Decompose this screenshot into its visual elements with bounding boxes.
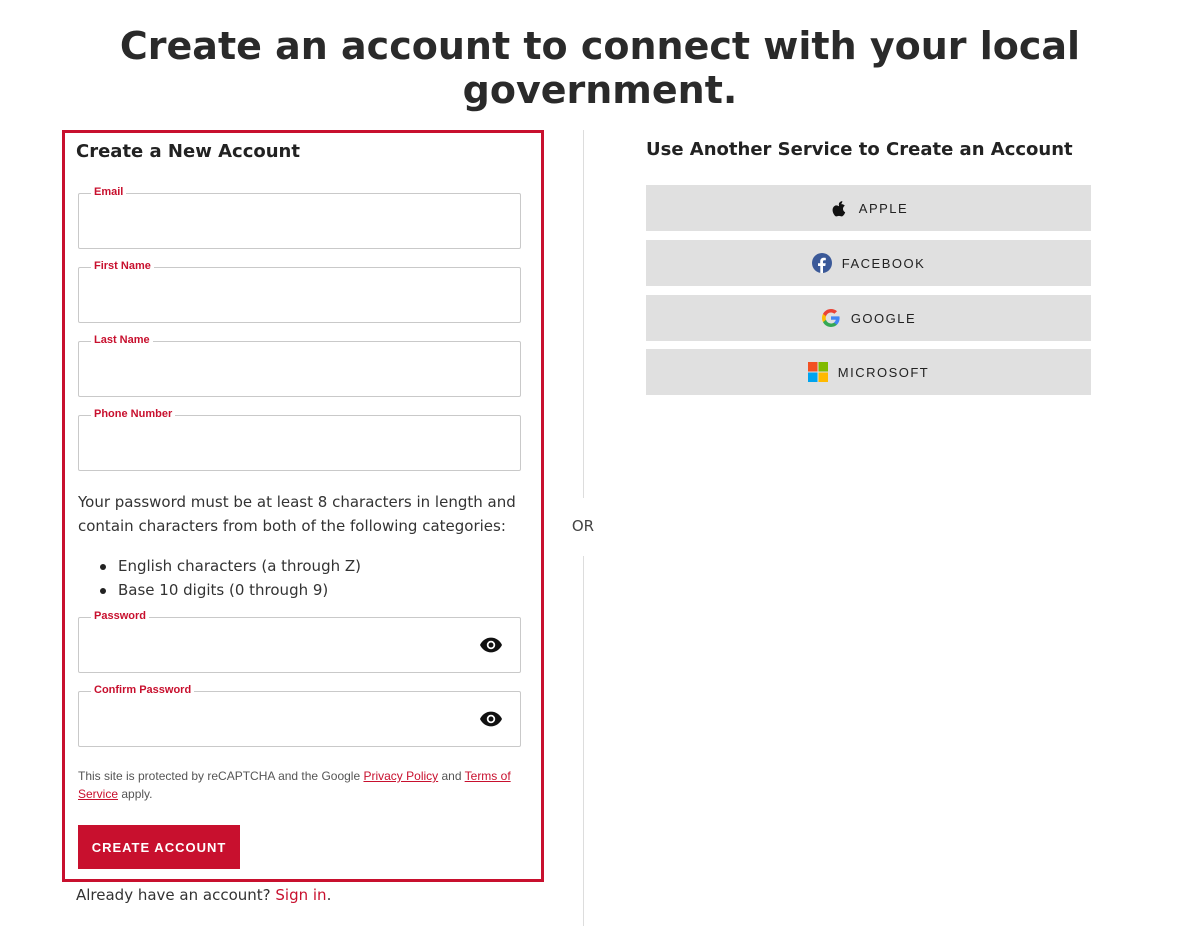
bullet-icon: [100, 588, 106, 594]
google-signin-button[interactable]: [646, 295, 1091, 341]
first-name-input[interactable]: [89, 280, 473, 318]
recaptcha-notice-suffix: apply.: [118, 787, 153, 801]
google-icon: [821, 308, 841, 328]
divider-bottom: [583, 556, 584, 926]
list-item: [78, 554, 361, 578]
password-label: Password: [91, 610, 149, 622]
first-name-field[interactable]: [78, 260, 521, 323]
create-account-button[interactable]: CREATE ACCOUNT: [78, 825, 240, 869]
phone-number-label: Phone Number: [91, 408, 175, 420]
terms-of-service-link[interactable]: Terms of Service: [78, 769, 511, 801]
password-input[interactable]: [89, 630, 473, 668]
last-name-label: Last Name: [91, 334, 153, 346]
signin-prompt: [76, 886, 331, 904]
bullet-icon: [100, 564, 106, 570]
signin-prompt-suffix: .: [326, 886, 332, 904]
email-field[interactable]: [78, 186, 521, 249]
confirm-password-field[interactable]: [78, 684, 521, 747]
microsoft-button-label: MICROSOFT: [837, 364, 930, 380]
apple-icon: [829, 198, 849, 218]
recaptcha-notice-and: and: [438, 769, 465, 783]
divider-top: [583, 130, 584, 498]
create-account-form: [62, 130, 544, 882]
google-button-label: GOOGLE: [850, 310, 917, 326]
apple-signin-button[interactable]: [646, 185, 1091, 231]
services-title: Use Another Service to Create an Account: [646, 139, 1073, 160]
sign-in-link[interactable]: Sign in: [275, 886, 327, 904]
last-name-field[interactable]: [78, 334, 521, 397]
password-rule-text: English characters (a through Z): [118, 557, 361, 575]
facebook-button-label: FACEBOOK: [841, 255, 926, 271]
signin-prompt-text: Already have an account?: [76, 886, 276, 904]
password-rule-text: Base 10 digits (0 through 9): [118, 581, 329, 599]
microsoft-icon: [808, 362, 828, 382]
recaptcha-notice: [78, 767, 523, 803]
password-requirements-text: Your password must be at least 8 characters in length and contain characters from both of the following categories:: [78, 493, 516, 535]
privacy-policy-link[interactable]: Privacy Policy: [363, 769, 439, 783]
page-title: Create an account to connect with your local government.: [119, 24, 1081, 112]
first-name-label: First Name: [91, 260, 154, 272]
show-password-eye-icon[interactable]: [480, 636, 502, 654]
show-confirm-password-eye-icon[interactable]: [480, 710, 502, 728]
password-field[interactable]: [78, 610, 521, 673]
phone-number-field[interactable]: [78, 408, 521, 471]
apple-button-label: APPLE: [858, 200, 909, 216]
last-name-input[interactable]: [89, 354, 473, 392]
email-input[interactable]: [89, 206, 473, 244]
confirm-password-input[interactable]: [89, 704, 473, 742]
form-title: Create a New Account: [76, 141, 300, 162]
or-divider-label: OR: [571, 517, 595, 535]
list-item: [78, 578, 361, 602]
microsoft-signin-button[interactable]: [646, 349, 1091, 395]
recaptcha-notice-text: This site is protected by reCAPTCHA and the Google: [78, 769, 364, 783]
email-label: Email: [91, 186, 126, 198]
facebook-icon: [812, 253, 832, 273]
password-rules-list: [78, 554, 361, 602]
facebook-signin-button[interactable]: [646, 240, 1091, 286]
phone-number-input[interactable]: [89, 428, 473, 466]
confirm-password-label: Confirm Password: [91, 684, 194, 696]
